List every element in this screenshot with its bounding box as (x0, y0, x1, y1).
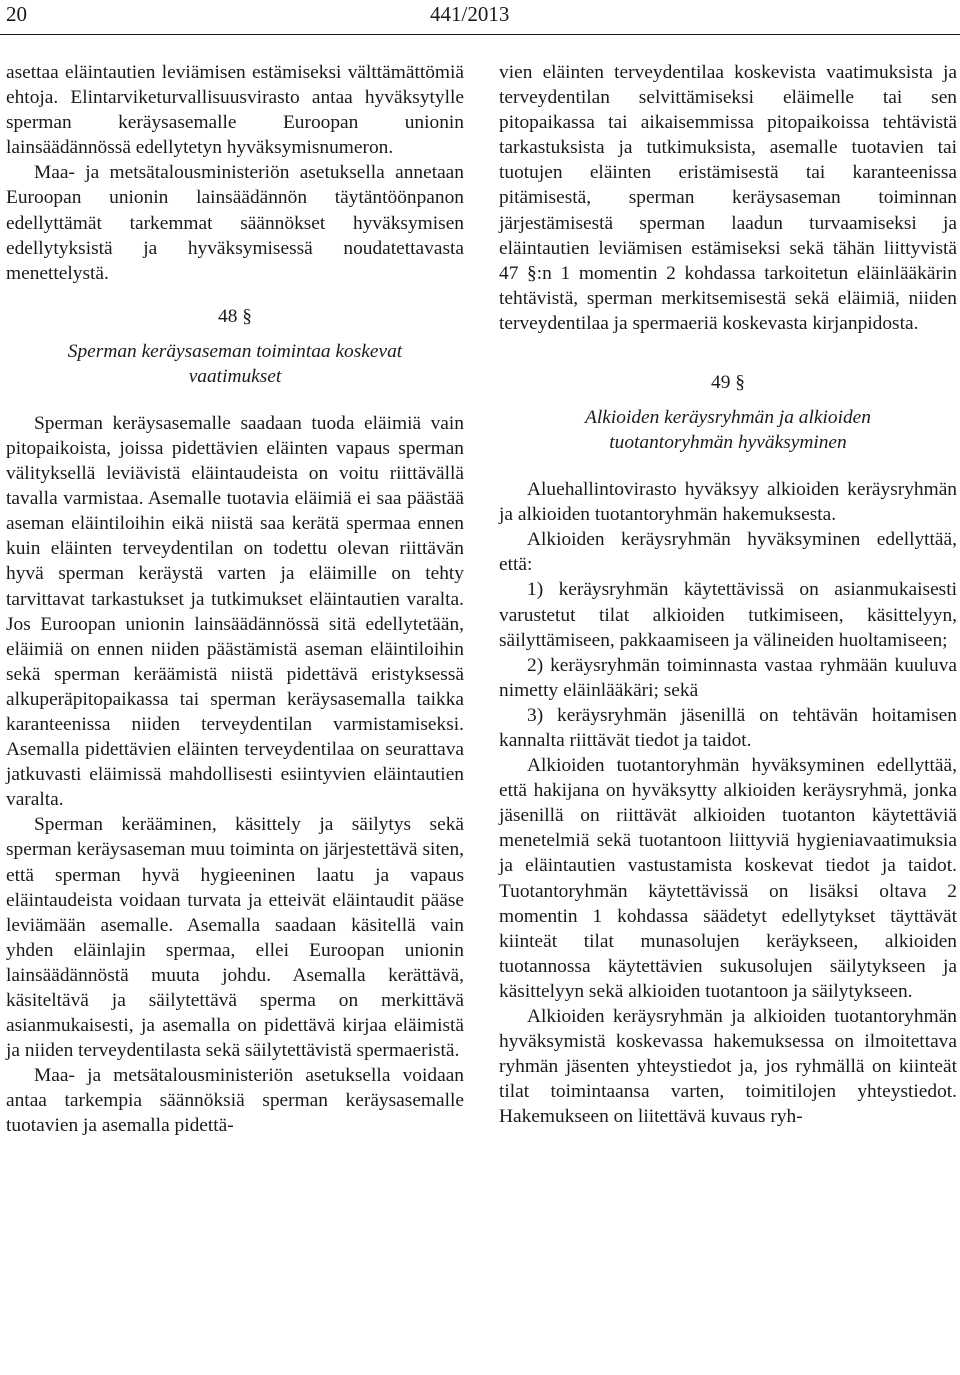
section-title-line: Sperman keräysaseman toimintaa koskevat (67, 340, 403, 362)
section-title (6, 339, 464, 389)
right-column (499, 60, 957, 1129)
paragraph: vien eläinten terveydentilaa koskevista vaatimuksista ja terveydentilan selvittämiseksi eläimelle tai sen pitopaikassa tai aikaisemmissa pitopaikoissa tehtävistä tarkastuksista ja tutkimuksista, asemalle tuotavien tai tuotujen eläinten eristämisestä tai karanteenissa pitämisestä, sperman keräysaseman toiminnan järjestämisestä sperman laadun turvaamiseksi ja eläintautien leviämisen estämiseksi sekä tähän liittyvistä 47 §:n 1 momentin 2 kohdassa tarkoitetun eläinlääkärin tehtävistä, sperman merkitsemisestä sekä eläimiä, niiden terveydentilaa ja spermaeriä koskevasta kirjanpidosta. (499, 62, 957, 334)
paragraph: asettaa eläintautien leviämisen estämiseksi välttämättömiä ehtoja. Elintarviketurvallisuusvirasto antaa hyväksytylle sperman keräysasemalle Euroopan unionin lainsäädännössä edellytetyn hyväksymisnumeron. (6, 62, 464, 159)
paragraph: Aluehallintovirasto hyväksyy alkioiden keräysryhmän ja alkioiden tuotantoryhmän hakemuksesta. (499, 479, 957, 526)
section-title (499, 405, 957, 455)
paragraph: Alkioiden tuotantoryhmän hyväksyminen edellyttää, että hakijana on hyväksytty alkioiden keräysryhmä, jonka jäsenillä on riittävät alkioiden tuotanton käytettäviä menetelmiä sekä tuotantoon liittyviä hygieniavaatimuksia ja eläintautien vastustamista koskevat tiedot ja taidot. Tuotantoryhmän käytettävissä on lisäksi oltava 2 momentin 1 kohdassa säädetyt edellytykset täyttävät kiinteät tilat munasolujen keräykseen, alkioiden tuotannossa käytettävien sukusolujen säilytykseen ja käsittelyyn sekä alkioiden tuotantoon ja säilytykseen. (499, 755, 957, 1002)
left-column (6, 60, 464, 1139)
section-title-line: tuotantoryhmän hyväksyminen (609, 432, 847, 454)
paragraph: Sperman kerääminen, käsittely ja säilytys sekä sperman keräysaseman muu toiminta on järjestettävä siten, että sperman hyvä hygieeninen laatu ja vapaus eläintaudeista voidaan turvata ja etteivät eläintaudit pääse leviämään asemalle. Asemalla saadaan käsitellä vain yhden eläinlajin spermaa, ellei Euroopan unionin lainsäädännöstä muuta johdu. Asemalla kerättävä, käsiteltävä ja säilytettävä sperma on merkittävä asianmukaisesti, ja asemalla on pidettävä kirjaa eläimistä ja niiden terveydentilasta sekä säilytettävistä spermaeristä. (6, 814, 464, 1062)
section-title-line: vaatimukset (188, 365, 282, 387)
section-number: 49 § (711, 372, 745, 394)
header-rule (0, 34, 960, 35)
paragraph: Sperman keräysasemalle saadaan tuoda eläimiä vain pitopaikoista, joissa pidettävien eläinten vapaus sperman välityksellä leviävistä eläintaudeista on voitu riittävällä tavalla varmistaa. Asemalle tuotavia eläimiä ei saa päästää aseman eläintiloihin eikä niistä saa kerätä spermaa ennen kuin eläinten terveydentilan on todettu olevan riittävän hyvä sperman keräystä varten ja eläimille on tehty tarvittavat tarkastukset ja tutkimukset eläintautien varalta. Jos Euroopan unionin lainsäädännössä sitä edellytetään, eläimiä on ennen niiden päästämistä aseman eläintiloihin sekä sperman keräämistä niistä pidettävä eristyksessä alkuperäpitopaikassa tai sperman keräysasemalla taikka karanteenissa niiden terveydentilan varmistamiseksi. Asemalla pidettävien eläinten terveydentilaa on seurattava jatkuvasti eläimissä mahdollisesti esiintyvien eläintautien varalta. (6, 412, 464, 811)
list-item: 1) keräysryhmän käytettävissä on asianmukaisesti varustetut tilat alkioiden tutkimiseen, käsittelyyn, säilyttämiseen, pakkaamiseen ja välineiden huoltamiseen; (499, 579, 957, 651)
page-number: 20 (6, 2, 27, 26)
paragraph: Maa- ja metsätalousministeriön asetuksella annetaan Euroopan unionin lainsäädännön täytäntöönpanon edellyttämät tarkemmat säännökset hyväksymisen edellytyksistä ja hyväksymisessä noudatettavasta menettelystä. (6, 162, 464, 284)
document-number: 441/2013 (430, 2, 510, 26)
list-item: 2) keräysryhmän toiminnasta vastaa ryhmään kuuluva nimetty eläinlääkäri; sekä (499, 654, 957, 701)
paragraph: Alkioiden keräysryhmän hyväksyminen edellyttää, että: (499, 529, 957, 576)
section-number: 48 § (218, 305, 252, 327)
page-header (0, 0, 960, 34)
section-title-line: Alkioiden keräysryhmän ja alkioiden (585, 407, 871, 429)
list-item: 3) keräysryhmän jäsenillä on tehtävän hoitamisen kannalta riittävät tiedot ja taidot. (499, 704, 957, 751)
paragraph: Maa- ja metsätalousministeriön asetuksella voidaan antaa tarkempia säännöksiä sperman keräysasemalle tuotavien ja asemalla pidettä- (6, 1065, 464, 1137)
paragraph: Alkioiden keräysryhmän ja alkioiden tuotantoryhmän hyväksymistä koskevassa hakemuksessa on ilmoitettava ryhmän jäsenten yhteystiedot ja, jos ryhmällä on kiinteät tilat toimintaansa varten, toimitilojen yhteystiedot. Hakemukseen on liitettävä kuvaus ryh- (499, 1006, 957, 1128)
